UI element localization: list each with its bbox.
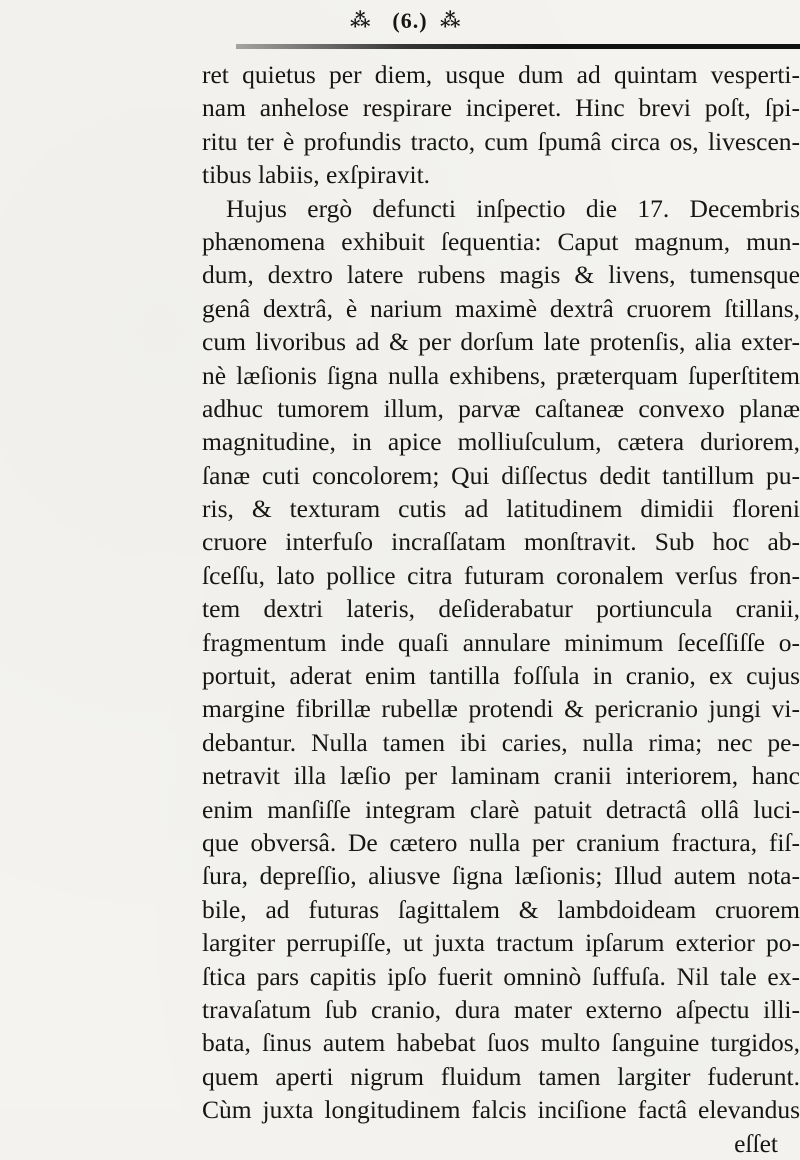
text-line: magnitudine, in apice molliuſculum, cætera duriorem, bbox=[202, 427, 800, 457]
text-line: quem aperti nigrum fluidum tamen largiter fuderunt. bbox=[202, 1061, 800, 1091]
text-line: tibus labiis, exſpiravit. bbox=[202, 160, 431, 190]
text-line: ſura, depreſſio, aliusve ſigna læſionis; Illud autem nota- bbox=[202, 861, 800, 891]
text-line: ſanæ cuti concolorem; Qui diſſectus dedit tantillum pu- bbox=[202, 460, 800, 490]
text-line: ris, & texturam cutis ad latitudinem dimidii floreni bbox=[202, 494, 800, 524]
text-line: Cùm juxta longitudinem falcis inciſione factâ elevandus bbox=[202, 1095, 800, 1125]
text-line: netravit illa læſio per laminam cranii interiorem, hanc bbox=[202, 761, 800, 791]
body-text bbox=[202, 58, 800, 1160]
text-line: bile, ad futuras ſagittalem & lambdoideam cruorem bbox=[202, 894, 800, 924]
text-line: cum livoribus ad & per dorſum late protenſis, alia exter- bbox=[202, 327, 800, 357]
catchword: eſſet bbox=[734, 1128, 778, 1158]
text-line: nè læſionis ſigna nulla exhibens, præterquam ſuperſtitem bbox=[202, 360, 800, 390]
text-line: travaſatum ſub cranio, dura mater externo aſpectu illi- bbox=[202, 994, 800, 1024]
page-number: (6.) bbox=[392, 8, 428, 33]
text-line: enim manſiſſe integram clarè patuit detractâ ollâ luci- bbox=[202, 794, 800, 824]
text-line: nam anhelose respirare inciperet. Hinc brevi poſt, ſpi- bbox=[202, 93, 800, 123]
header-ornament-left: ⁂ bbox=[350, 10, 371, 32]
text-line: dum, dextro latere rubens magis & livens, tumensque bbox=[202, 260, 800, 290]
text-line: bata, ſinus autem habebat ſuos multo ſanguine turgidos, bbox=[202, 1028, 800, 1058]
header-rule bbox=[236, 44, 800, 49]
text-line: ret quietus per diem, usque dum ad quintam vesperti- bbox=[202, 60, 800, 89]
text-line: tem dextri lateris, deſiderabatur portiuncula cranii, bbox=[202, 594, 800, 624]
text-line: margine fibrillæ rubellæ protendi & pericranio jungi vi- bbox=[202, 694, 800, 724]
text-line: ritu ter è profundis tracto, cum ſpumâ circa os, livescen- bbox=[202, 126, 800, 156]
text-line: que obversâ. De cætero nulla per cranium fractura, fiſ- bbox=[202, 827, 800, 857]
text-line: Hujus ergò defuncti inſpectio die 17. Decembris bbox=[226, 193, 800, 223]
text-line: ſceſſu, lato pollice citra futuram coronalem verſus fron- bbox=[202, 560, 800, 590]
text-line: portuit, aderat enim tantilla foſſula in cranio, ex cujus bbox=[202, 661, 800, 691]
running-header bbox=[0, 4, 800, 48]
text-line: ſtica pars capitis ipſo fuerit omninò ſuffuſa. Nil tale ex- bbox=[202, 961, 800, 991]
text-line: genâ dextrâ, è narium maximè dextrâ cruorem ſtillans, bbox=[202, 293, 800, 323]
text-line: adhuc tumorem illum, parvæ caſtaneæ convexo planæ bbox=[202, 393, 800, 423]
text-line: largiter perrupiſſe, ut juxta tractum ipſarum exterior po- bbox=[202, 928, 800, 958]
text-line: phænomena exhibuit ſequentia: Caput magnum, mun- bbox=[202, 226, 800, 256]
header-ornament-right: ⁂ bbox=[440, 10, 461, 32]
text-line: cruore interfuſo incraſſatam monſtravit. Sub hoc ab- bbox=[202, 527, 800, 557]
text-line: fragmentum inde quaſi annulare minimum ſeceſſiſſe o- bbox=[202, 627, 800, 657]
text-line: debantur. Nulla tamen ibi caries, nulla rima; nec pe- bbox=[202, 727, 800, 757]
